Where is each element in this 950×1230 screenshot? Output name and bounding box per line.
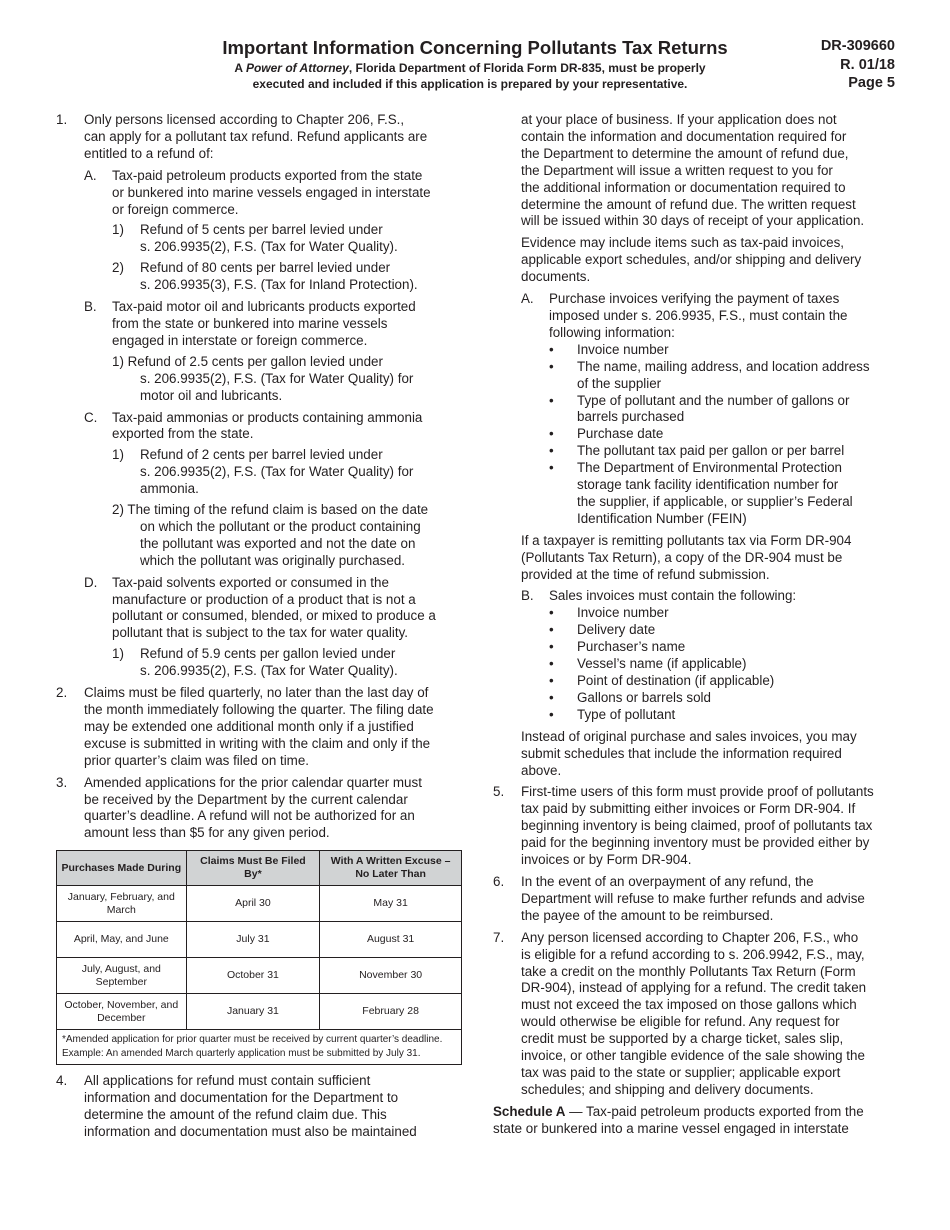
item-line: quarter’s deadline. A refund will not be authorized for an	[84, 808, 415, 824]
table-header: With A Written Excuse – No Later Than	[320, 851, 462, 886]
item-line: Purchase invoices verifying the payment of taxes	[549, 291, 840, 307]
item-line: manufacture or production of a product that is not a	[112, 591, 416, 607]
bullet-icon: •	[549, 689, 554, 705]
item-line: Sales invoices must contain the following:	[549, 588, 797, 604]
sub-item-b	[521, 588, 893, 723]
table-note-line: Example: An amended March quarterly application must be submitted by July 31.	[62, 1048, 421, 1060]
sub-item-label: C.	[84, 409, 98, 425]
item-line: Type of pollutant and the number of gallons or	[577, 392, 850, 408]
item-line: beginning inventory is being claimed, proof of pollutants tax	[521, 818, 873, 834]
table-row	[57, 922, 462, 958]
subtitle-line2: executed and included if this application is prepared by your representative.	[252, 77, 688, 91]
item-line: s. 206.9935(2), F.S. (Tax for Water Quality).	[140, 663, 398, 679]
schedule-a-label: Schedule A	[493, 1103, 566, 1119]
table-cell: October, November, and December	[57, 994, 187, 1030]
item-number: 5.	[493, 784, 505, 800]
item-line: The Department of Environmental Protection	[577, 460, 842, 476]
item-number: 2.	[56, 685, 68, 701]
item-line: imposed under s. 206.9935, F.S., must contain the	[549, 307, 848, 323]
table-cell: November 30	[320, 958, 462, 994]
bullet-icon: •	[549, 392, 554, 408]
item-4-continued	[493, 112, 893, 779]
item-line: — Tax-paid petroleum products exported from the	[565, 1103, 864, 1119]
subtitle-italic: Power of Attorney	[245, 61, 349, 75]
page-number: Page 5	[848, 75, 895, 91]
list-item-6	[493, 874, 893, 925]
form-id-block	[821, 37, 895, 93]
item-line: state or bunkered into a marine vessel engaged in interstate	[493, 1120, 849, 1136]
item-line: s. 206.9935(3), F.S. (Tax for Inland Protection).	[140, 277, 418, 293]
item-line: information and documentation must also be maintained	[84, 1123, 417, 1139]
item-line: entitled to a refund of:	[84, 145, 214, 161]
item-line: be received by the Department by the current calendar	[84, 791, 408, 807]
item-number: 3.	[56, 774, 68, 790]
left-column	[56, 112, 462, 1141]
right-column	[493, 112, 893, 1138]
subtitle-line1-rest: , Florida Department of Florida Form DR-835, must be properly	[348, 61, 706, 75]
sub-sub-item	[112, 502, 462, 570]
item-line: which the pollutant was originally purchased.	[140, 552, 405, 568]
item-line: of the supplier	[577, 375, 662, 391]
item-line: Tax-paid motor oil and lubricants products exported	[112, 299, 416, 315]
item-line: information and documentation for the Department to	[84, 1090, 399, 1106]
item-line: documents.	[521, 269, 591, 285]
bullet-icon: •	[549, 358, 554, 374]
item-line: the month immediately following the quarter. The filing date	[84, 702, 434, 717]
item-line: Invoice number	[577, 341, 669, 357]
bullet-item	[549, 656, 893, 673]
item-line: barrels purchased	[577, 409, 685, 425]
item-line: Amended applications for the prior calendar quarter must	[84, 774, 422, 790]
sub-sub-label: 2) The timing of the refund claim is based on the date	[112, 502, 429, 518]
item-line: applicable export schedules, and/or shipping and delivery	[521, 252, 862, 268]
table-row	[57, 994, 462, 1030]
item-line: Any person licensed according to Chapter 206, F.S., who	[521, 929, 859, 945]
bullet-item	[549, 426, 893, 443]
item-line: must not exceed the tax imposed on those gallons which	[521, 997, 857, 1013]
item-line: The name, mailing address, and location address	[577, 358, 870, 374]
schedule-a-paragraph	[493, 1104, 893, 1138]
page-title: Important Information Concerning Pollutants Tax Returns	[222, 37, 728, 58]
item-line: Type of pollutant	[577, 706, 676, 722]
list-item-5	[493, 784, 893, 869]
bullet-item	[549, 460, 893, 528]
item-line: All applications for refund must contain sufficient	[84, 1073, 371, 1089]
item-line: Tax-paid solvents exported or consumed in the	[112, 574, 389, 590]
form-revision: R. 01/18	[840, 56, 895, 73]
bullet-item	[549, 690, 893, 707]
item-line: Gallons or barrels sold	[577, 689, 711, 705]
sub-item-a	[521, 291, 893, 528]
sub-sub-item	[112, 646, 462, 680]
item-line: Purchaser’s name	[577, 639, 686, 655]
item-number: 7.	[493, 929, 505, 945]
item-line: tax paid by submitting either invoices or Form DR-904. If	[521, 801, 856, 817]
item-line: Claims must be filed quarterly, no later than the last day of	[84, 685, 429, 701]
bullet-item	[549, 605, 893, 622]
item-line: Point of destination (if applicable)	[577, 673, 775, 688]
item-line: In the event of an overpayment of any refund, the	[521, 873, 814, 889]
item-line: Delivery date	[577, 622, 656, 638]
item-line: Vessel’s name (if applicable)	[577, 656, 747, 672]
bullet-icon: •	[549, 443, 554, 459]
bullet-item	[549, 707, 893, 724]
item-line: provided at the time of refund submission.	[521, 566, 770, 582]
item-line: determine the amount of refund due. The written request	[521, 196, 856, 212]
item-line: can apply for a pollutant tax refund. Refund applicants are	[84, 128, 428, 144]
bullet-icon: •	[549, 656, 554, 672]
table-cell: August 31	[320, 922, 462, 958]
table-cell: April 30	[186, 886, 320, 922]
bullet-item	[549, 673, 893, 690]
item-line: schedules; and shipping and delivery documents.	[521, 1081, 814, 1097]
table-header: Claims Must Be Filed By*	[186, 851, 320, 886]
item-line: the pollutant was exported and not the date on	[140, 535, 416, 551]
item-line: determine the amount of the refund claim due. This	[84, 1107, 387, 1123]
sub-sub-item	[112, 354, 462, 405]
item-line: prior quarter’s claim was filed on time.	[84, 752, 309, 768]
table-row	[57, 886, 462, 922]
item-line: take a credit on the monthly Pollutants Tax Return (Form	[521, 963, 856, 979]
item-line: If a taxpayer is remitting pollutants tax via Form DR-904	[521, 532, 852, 548]
item-line: the Department to determine the amount of refund due,	[521, 145, 849, 161]
item-line: First-time users of this form must provide proof of pollutants	[521, 784, 874, 800]
item-line: Department will refuse to make further refunds and advise	[521, 890, 865, 906]
item-line: or foreign commerce.	[112, 201, 239, 217]
table-cell: July 31	[186, 922, 320, 958]
item-line: ammonia.	[140, 481, 199, 497]
item-line: Invoice number	[577, 605, 669, 621]
item-line: storage tank facility identification number for	[577, 477, 839, 493]
sub-sub-label: 1)	[112, 447, 124, 463]
item-line: contain the information and documentation required for	[521, 128, 847, 144]
item-line: Refund of 5 cents per barrel levied under	[140, 222, 383, 238]
bullet-icon: •	[549, 460, 554, 476]
table-cell: February 28	[320, 994, 462, 1030]
sub-sub-item	[112, 222, 462, 256]
item-line: paid for the beginning inventory must be provided either by	[521, 835, 870, 851]
item-line: Evidence may include items such as tax-paid invoices,	[521, 235, 845, 251]
item-line: s. 206.9935(2), F.S. (Tax for Water Quality) for	[140, 370, 414, 386]
table-note-row	[57, 1030, 462, 1065]
item-line: invoices or by Form DR-904.	[521, 852, 692, 868]
item-line: pollutant that is subject to the tax for water quality.	[112, 625, 408, 641]
subtitle-prefix: A	[234, 61, 246, 75]
item-line: s. 206.9935(2), F.S. (Tax for Water Quality) for	[140, 464, 414, 480]
bullet-item	[549, 393, 893, 427]
instead-paragraph	[521, 729, 893, 780]
sub-item-a	[84, 168, 462, 294]
item-line: exported from the state.	[112, 426, 254, 442]
sub-item-label: A.	[521, 291, 534, 307]
page-subtitle	[170, 60, 770, 92]
bullet-icon: •	[549, 341, 554, 357]
item-line: Only persons licensed according to Chapter 206, F.S.,	[84, 112, 405, 127]
item-line: s. 206.9935(2), F.S. (Tax for Water Quality).	[140, 239, 398, 255]
bullet-item	[549, 443, 893, 460]
table-header: Purchases Made During	[57, 851, 187, 886]
list-item-1	[56, 112, 462, 680]
item-line: or bunkered into marine vessels engaged in interstate	[112, 184, 431, 200]
bullet-item	[549, 342, 893, 359]
sub-item-label: B.	[521, 588, 534, 604]
item-line: Tax-paid ammonias or products containing ammonia	[112, 409, 423, 425]
item-line: above.	[521, 762, 562, 778]
item-line: Tax-paid petroleum products exported from the state	[112, 167, 423, 183]
item-number: 4.	[56, 1073, 68, 1089]
table-cell: October 31	[186, 958, 320, 994]
item-line: submit schedules that include the information required	[521, 745, 842, 761]
item-line: would otherwise be eligible for refund. Any request for	[521, 1014, 840, 1030]
sub-sub-label: 1)	[112, 222, 124, 238]
item-line: from the state or bunkered into marine vessels	[112, 315, 388, 331]
item-line: may be extended one additional month only if a justified	[84, 718, 414, 734]
sub-item-b	[84, 299, 462, 404]
item-line: following information:	[549, 324, 675, 340]
sub-item-label: A.	[84, 167, 97, 183]
table-cell: May 31	[320, 886, 462, 922]
table-note-line: *Amended application for prior quarter must be received by current quarter’s deadline.	[62, 1034, 443, 1046]
sub-item-label: D.	[84, 574, 98, 590]
sub-item-d	[84, 575, 462, 680]
bullet-icon: •	[549, 639, 554, 655]
table-header-row	[57, 851, 462, 886]
form-number: DR-309660	[820, 38, 895, 54]
bullet-icon: •	[549, 426, 554, 442]
item-line: Refund of 80 cents per barrel levied under	[140, 260, 391, 276]
item-line: Refund of 2 cents per barrel levied under	[140, 447, 383, 463]
bullet-icon: •	[549, 605, 554, 621]
item-line: Identification Number (FEIN)	[577, 510, 747, 526]
item-line: invoice, or other tangible evidence of the sale showing the	[521, 1048, 865, 1064]
table-cell: January, February, and March	[57, 886, 187, 922]
item-number: 1.	[56, 112, 68, 127]
evidence-paragraph	[521, 235, 893, 286]
item-line: excuse is submitted in writing with the claim and only if the	[84, 735, 431, 751]
sub-sub-item	[112, 447, 462, 498]
item-line: pollutant or consumed, blended, or mixed to produce a	[112, 608, 436, 624]
item-line: amount less than $5 for any given period.	[84, 825, 330, 841]
table-cell: July, August, and September	[57, 958, 187, 994]
sub-sub-item	[112, 260, 462, 294]
list-item-3	[56, 775, 462, 843]
item-line: credit must be supported by a charge ticket, sales slip,	[521, 1031, 844, 1047]
sub-item-label: B.	[84, 299, 97, 315]
item-line: Instead of original purchase and sales invoices, you may	[521, 728, 857, 744]
filing-deadline-table	[56, 850, 462, 1065]
item-line: the payee of the amount to be reimbursed.	[521, 907, 774, 923]
table-cell: January 31	[186, 994, 320, 1030]
bullet-icon: •	[549, 706, 554, 722]
dr904-paragraph	[521, 533, 893, 584]
table-cell: April, May, and June	[57, 922, 187, 958]
item-line: DR-904), instead of applying for a refund. The credit taken	[521, 980, 867, 996]
item-line: engaged in interstate or foreign commerce.	[112, 332, 368, 348]
list-item-4	[56, 1073, 462, 1141]
item-line: The pollutant tax paid per gallon or per barrel	[577, 443, 845, 459]
list-item-7	[493, 930, 893, 1099]
sub-sub-label: 1) Refund of 2.5 cents per gallon levied under	[112, 353, 383, 369]
item-line: on which the pollutant or the product containing	[140, 518, 421, 534]
item-line: motor oil and lubricants.	[140, 387, 283, 403]
table-row	[57, 958, 462, 994]
item-line: the supplier, if applicable, or supplier’s Federal	[577, 493, 853, 509]
sub-item-c	[84, 410, 462, 570]
item-line: at your place of business. If your application does not	[521, 112, 837, 127]
bullet-icon: •	[549, 673, 554, 688]
item-line: (Pollutants Tax Return), a copy of the DR-904 must be	[521, 549, 843, 565]
list-item-2	[56, 685, 462, 770]
bullet-item	[549, 639, 893, 656]
item-line: Purchase date	[577, 426, 664, 442]
item-line: will be issued within 30 days of receipt of your application.	[521, 213, 865, 229]
item-line: the Department will issue a written request to you for	[521, 162, 833, 178]
bullet-item	[549, 622, 893, 639]
bullet-icon: •	[549, 622, 554, 638]
sub-sub-label: 2)	[112, 260, 124, 276]
item-line: the additional information or documentation required to	[521, 179, 846, 195]
bullet-item	[549, 359, 893, 393]
item-line: Refund of 5.9 cents per gallon levied under	[140, 646, 396, 662]
sub-sub-label: 1)	[112, 646, 124, 662]
table-note	[57, 1030, 462, 1065]
item-line: is eligible for a refund according to s. 206.9942, F.S., may,	[521, 946, 865, 962]
item-line: tax was paid to the state or supplier; applicable export	[521, 1064, 841, 1080]
item-number: 6.	[493, 873, 505, 889]
